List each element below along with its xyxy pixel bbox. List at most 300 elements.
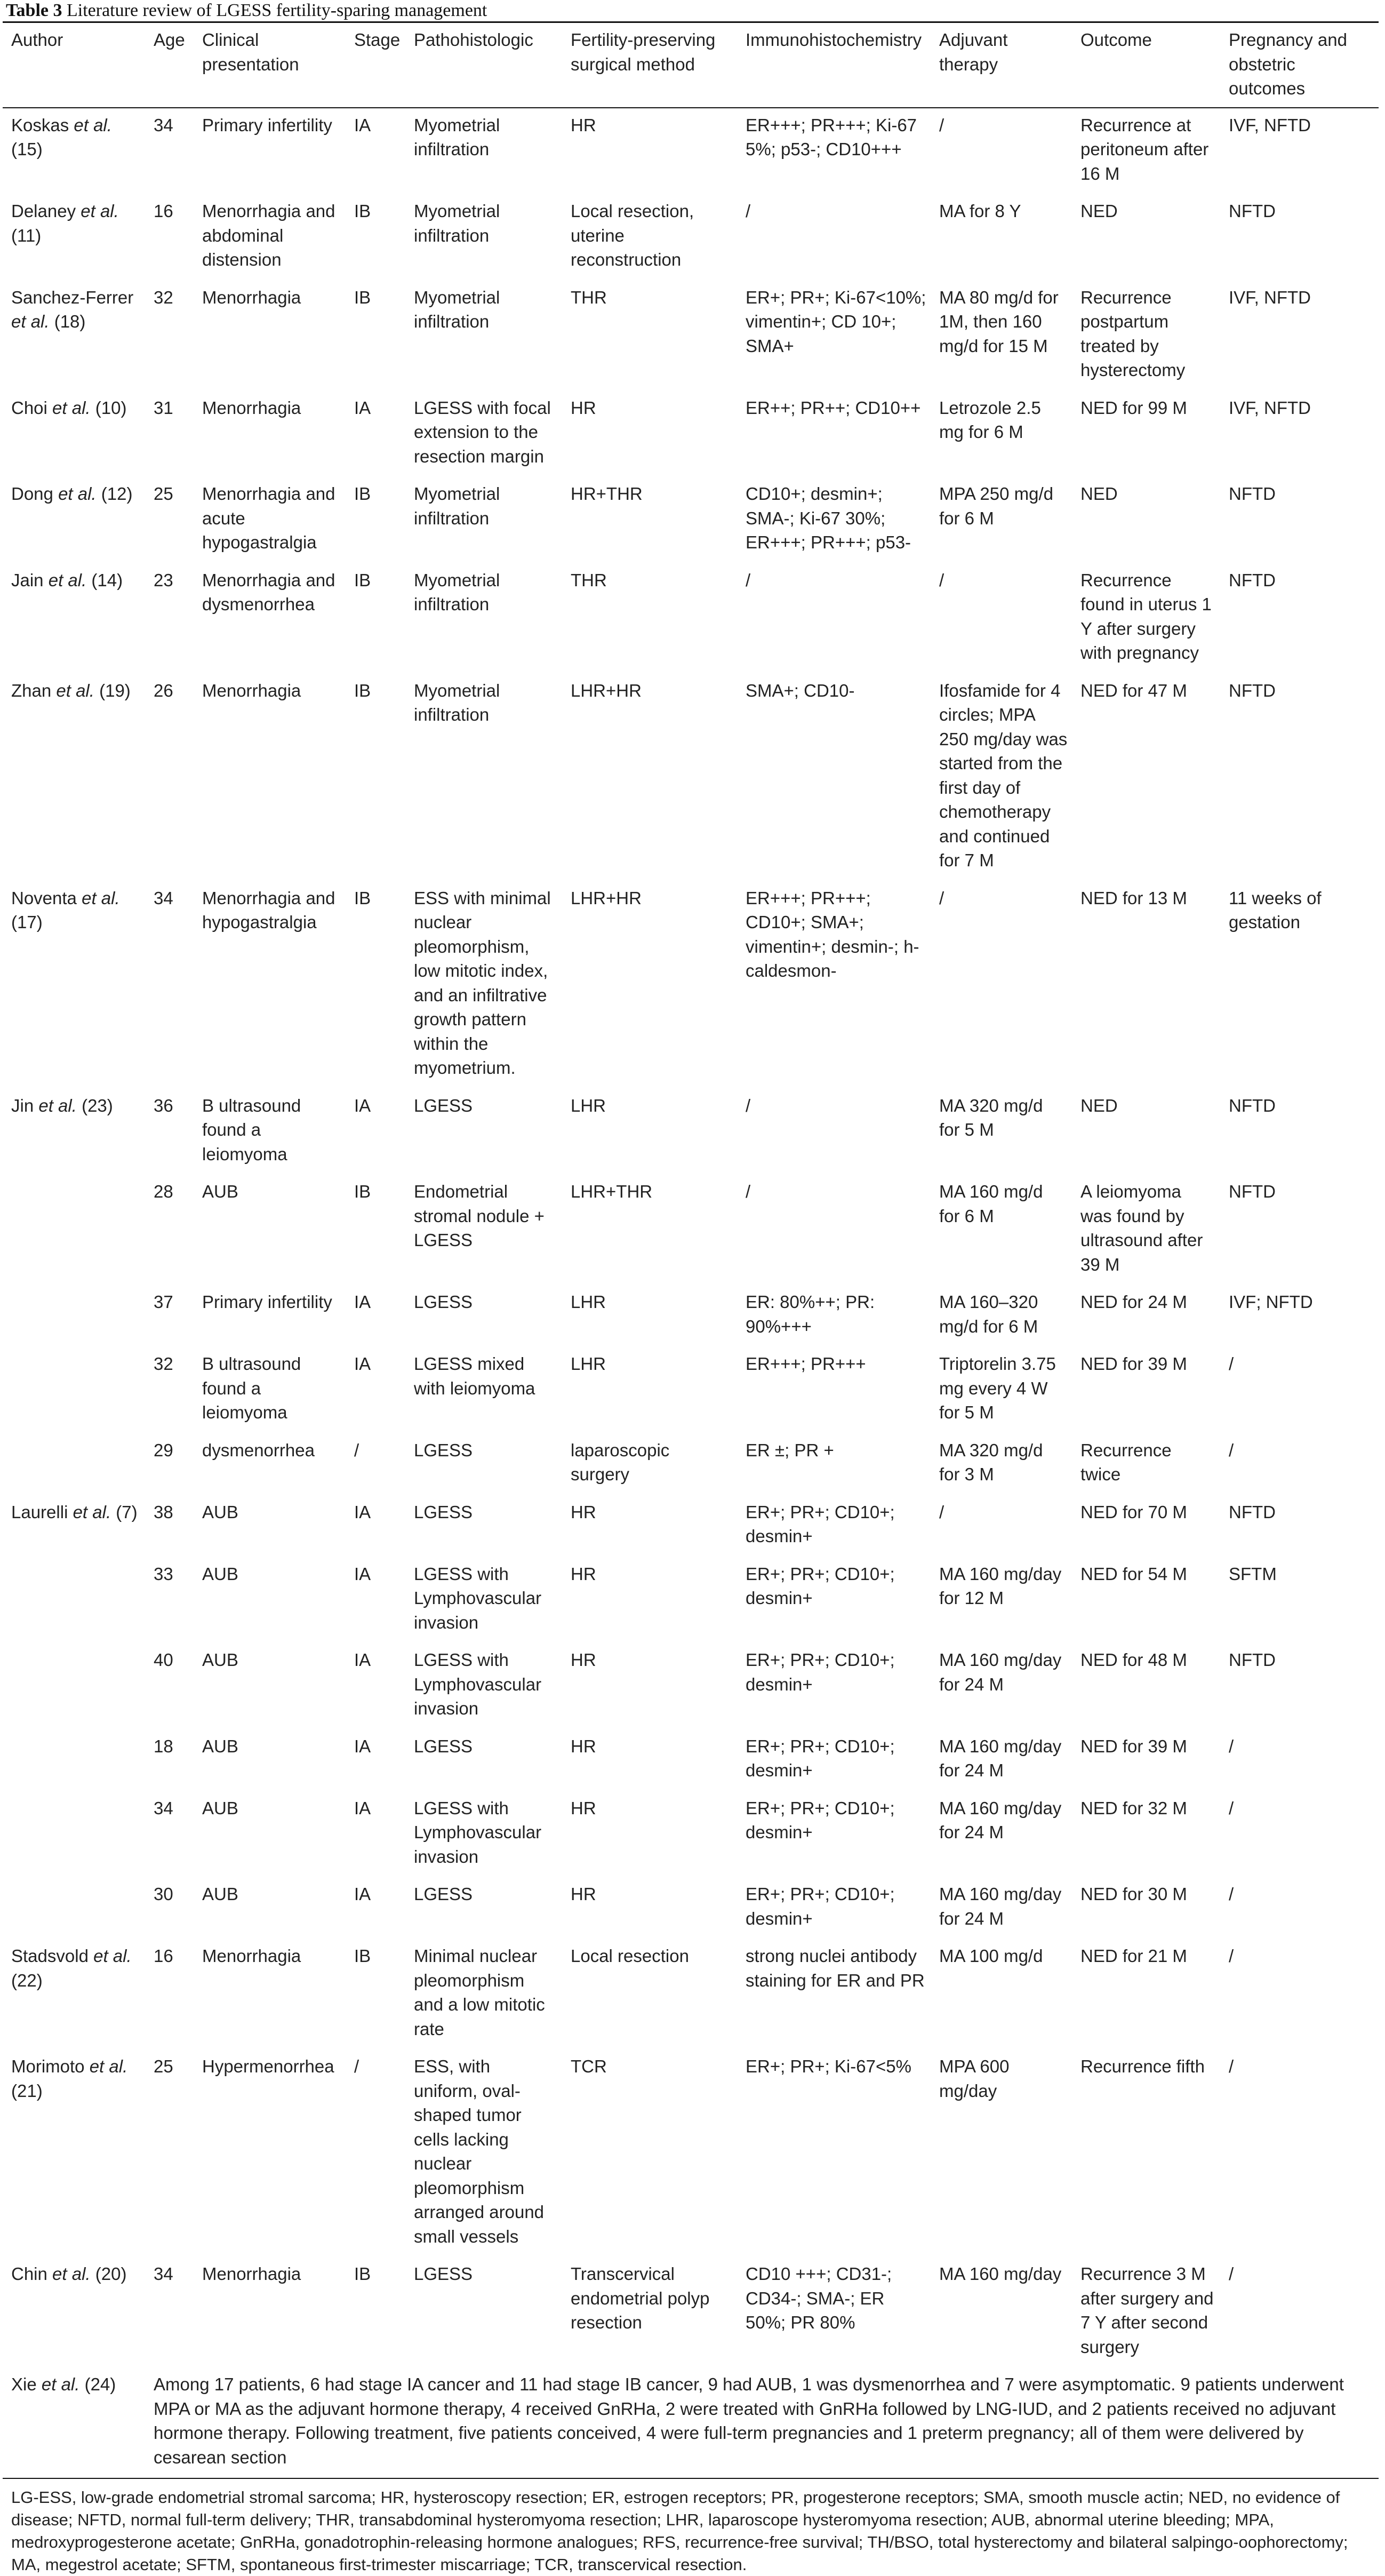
table-footnote: LG-ESS, low-grade endometrial stromal sarcoma; HR, hysteroscopy resection; ER, estrogen receptors; PR, progesterone receptors; SMA, smooth muscle actin; NED, no evidence of disease; NFTD, normal full-term delivery; THR, transabdominal hysteromyoma resection; LHR, laparoscope hysteromyoma resection; AUB, abnormal uterine bleeding; MPA, medroxyprogesterone acetate; GnRHa, gonadotrophin-releasing hormone analogues; RFS, recurrence-free survival; TH/BSO, total hysterectomy and bilateral salpingo-oophorectomy; MA, megestrol acetate; SFTM, spontaneous first-trimester miscarriage; TCR, transcervical resection.	[11, 2488, 1348, 2574]
column-header	[736, 22, 930, 108]
surgical-method-cell: LHR	[571, 1095, 606, 1115]
pathohistologic-cell: Minimal nuclear pleomorphism and a low mitotic rate	[414, 1946, 545, 2039]
pregnancy-outcome-cell: /	[1229, 1798, 1234, 1818]
age-cell: 30	[154, 1884, 173, 1904]
table-caption-title: Literature review of LGESS fertility-sparing management	[67, 1, 487, 20]
table-header	[3, 22, 1379, 108]
outcome-cell: Recurrence at peritoneum after 16 M	[1080, 115, 1209, 184]
author-ref: (20)	[90, 2264, 127, 2284]
adjuvant-therapy-cell: MA 160 mg/day for 24 M	[939, 1650, 1062, 1694]
author-etal: et al.	[52, 397, 91, 418]
immunohistochemistry-cell: ER+; PR+; CD10+; desmin+	[746, 1502, 895, 1546]
table-row	[3, 1557, 1379, 1644]
surgical-method-cell: LHR+HR	[571, 680, 642, 700]
adjuvant-therapy-cell: /	[939, 570, 944, 590]
adjuvant-therapy-cell: MA 160–320 mg/d for 6 M	[939, 1292, 1038, 1336]
surgical-method-cell: HR	[571, 115, 596, 135]
author-cell	[3, 477, 144, 563]
immunohistochemistry-cell: /	[746, 570, 751, 590]
author-cell	[3, 194, 144, 281]
surgical-method-cell: HR	[571, 1502, 596, 1522]
outcome-cell: Recurrence postpartum treated by hysterectomy	[1080, 287, 1186, 380]
table-row	[3, 281, 1379, 391]
age-cell: 40	[154, 1650, 173, 1670]
column-header-line: Adjuvant	[939, 30, 1008, 50]
clinical-presentation-cell: Menorrhagia	[202, 2264, 301, 2284]
outcome-cell: NED for 48 M	[1080, 1650, 1187, 1670]
age-cell: 33	[154, 1564, 173, 1584]
immunohistochemistry-cell: ER+++; PR+++	[746, 1354, 866, 1374]
stage-cell: IA	[354, 397, 371, 418]
author-cell	[3, 391, 144, 477]
pathohistologic-cell: Myometrial infiltration	[414, 115, 500, 159]
author-name: Choi	[11, 397, 47, 418]
outcome-cell: NED for 13 M	[1080, 888, 1187, 908]
pathohistologic-cell: LGESS	[414, 1502, 473, 1522]
pregnancy-outcome-cell: IVF, NFTD	[1229, 287, 1311, 307]
author-cell	[3, 2257, 144, 2367]
summary-text-cell: Among 17 patients, 6 had stage IA cancer and 11 had stage IB cancer, 9 had AUB, 1 was dysmenorrhea and 7 were asymptomatic. 9 patients underwent MPA or MA as the adjuvant hormone therapy, 4 received GnRHa, 2 were treated with GnRHa followed by LNG-IUD, and 2 patients received no adjuvant hormone therapy. Following treatment, five patients conceived, 4 were full-term pregnancies and 1 preterm pregnancy; all of them were delivered by cesarean section	[154, 2374, 1344, 2467]
author-ref: (11)	[11, 225, 42, 245]
clinical-presentation-cell: Menorrhagia	[202, 1946, 301, 1966]
author-name: Dong	[11, 484, 53, 504]
clinical-presentation-cell: Menorrhagia and abdominal distension	[202, 201, 335, 269]
author-cell	[3, 2367, 144, 2478]
stage-cell: IB	[354, 484, 371, 504]
outcome-cell: NED	[1080, 201, 1118, 221]
table-row	[3, 674, 1379, 881]
immunohistochemistry-cell: /	[746, 1095, 751, 1115]
author-ref: (10)	[90, 397, 127, 418]
immunohistochemistry-cell: SMA+; CD10-	[746, 680, 855, 700]
outcome-cell: NED for 70 M	[1080, 1502, 1187, 1522]
author-etal: et al.	[89, 2056, 128, 2076]
pathohistologic-cell: LGESS with Lymphovascular invasion	[414, 1798, 542, 1867]
pathohistologic-cell: ESS, with uniform, oval-shaped tumor cells lacking nuclear pleomorphism arranged around small vessels	[414, 2056, 545, 2246]
clinical-presentation-cell: B ultrasound found a leiomyoma	[202, 1354, 301, 1422]
column-header-line: Outcome	[1080, 30, 1152, 50]
immunohistochemistry-cell: CD10 +++; CD31-; CD34-; SMA-; ER 50%; PR 80%	[746, 2264, 892, 2332]
column-header-line: therapy	[939, 54, 998, 74]
immunohistochemistry-cell: ER+; PR+; Ki-67<5%	[746, 2056, 911, 2076]
adjuvant-therapy-cell: MA for 8 Y	[939, 201, 1021, 221]
author-etal: et al.	[82, 888, 120, 908]
surgical-method-cell: Local resection, uterine reconstruction	[571, 201, 694, 269]
pathohistologic-cell: Myometrial infiltration	[414, 201, 500, 245]
author-cell	[3, 563, 144, 674]
author-cell	[3, 1643, 144, 1729]
author-cell	[3, 1729, 144, 1791]
stage-cell: IB	[354, 1946, 371, 1966]
author-cell	[3, 1939, 144, 2049]
surgical-method-cell: HR	[571, 1736, 596, 1756]
adjuvant-therapy-cell: Ifosfamide for 4 circles; MPA 250 mg/day was started from the first day of chemotherapy and continued for 7 M	[939, 680, 1068, 870]
table-row	[3, 2049, 1379, 2257]
adjuvant-therapy-cell: MA 100 mg/d	[939, 1946, 1043, 1966]
author-ref: (14)	[86, 570, 123, 590]
outcome-cell: NED	[1080, 484, 1118, 504]
column-header	[3, 22, 144, 108]
stage-cell: IA	[354, 1564, 371, 1584]
column-header	[404, 22, 561, 108]
author-ref: (17)	[11, 912, 43, 932]
table-row	[3, 1791, 1379, 1878]
pregnancy-outcome-cell: NFTD	[1229, 680, 1276, 700]
author-cell	[3, 281, 144, 391]
column-header-line: Age	[154, 30, 185, 50]
age-cell: 34	[154, 115, 173, 135]
literature-review-table	[3, 21, 1379, 2479]
stage-cell: IA	[354, 1798, 371, 1818]
author-cell	[3, 1877, 144, 1939]
table-row	[3, 1643, 1379, 1729]
outcome-cell: Recurrence 3 M after surgery and 7 Y after second surgery	[1080, 2264, 1214, 2357]
stage-cell: IA	[354, 1354, 371, 1374]
author-cell	[3, 1791, 144, 1878]
age-cell: 34	[154, 2264, 173, 2284]
author-ref: (15)	[11, 139, 43, 159]
author-cell	[3, 1347, 144, 1433]
table-row	[3, 108, 1379, 195]
age-cell: 23	[154, 570, 173, 590]
table-row	[3, 2257, 1379, 2367]
table-row	[3, 1089, 1379, 1175]
table-row	[3, 1285, 1379, 1347]
outcome-cell: NED for 24 M	[1080, 1292, 1187, 1312]
pathohistologic-cell: LGESS	[414, 1736, 473, 1756]
clinical-presentation-cell: Menorrhagia	[202, 397, 301, 418]
pathohistologic-cell: LGESS	[414, 1292, 473, 1312]
author-cell	[3, 881, 144, 1089]
author-etal: et al.	[48, 570, 87, 590]
immunohistochemistry-cell: ER+++; PR+++; CD10+; SMA+; vimentin+; desmin-; h-caldesmon-	[746, 888, 919, 980]
clinical-presentation-cell: Menorrhagia	[202, 680, 301, 700]
surgical-method-cell: LHR+THR	[571, 1182, 653, 1201]
table-row	[3, 1877, 1379, 1939]
column-header-line: Immunohistochemistry	[746, 30, 922, 50]
adjuvant-therapy-cell: MA 320 mg/d for 5 M	[939, 1095, 1043, 1139]
pathohistologic-cell: LGESS with focal extension to the resection margin	[414, 397, 551, 466]
table-row	[3, 563, 1379, 674]
pregnancy-outcome-cell: /	[1229, 1884, 1234, 1904]
author-etal: et al.	[38, 1095, 77, 1115]
table-row	[3, 1729, 1379, 1791]
author-etal: et al.	[56, 680, 94, 700]
immunohistochemistry-cell: ER+; PR+; Ki-67<10%; vimentin+; CD 10+; SMA+	[746, 287, 926, 356]
age-cell: 34	[154, 1798, 173, 1818]
outcome-cell: NED	[1080, 1095, 1118, 1115]
stage-cell: IA	[354, 1292, 371, 1312]
table-row	[3, 881, 1379, 1089]
pregnancy-outcome-cell: /	[1229, 1736, 1234, 1756]
adjuvant-therapy-cell: Triptorelin 3.75 mg every 4 W for 5 M	[939, 1354, 1056, 1422]
adjuvant-therapy-cell: MPA 600 mg/day	[939, 2056, 1010, 2101]
stage-cell: IB	[354, 1182, 371, 1201]
pathohistologic-cell: LGESS mixed with leiomyoma	[414, 1354, 535, 1398]
immunohistochemistry-cell: /	[746, 201, 751, 221]
author-name: Sanchez-Ferrer	[11, 287, 134, 307]
immunohistochemistry-cell: strong nuclei antibody staining for ER and PR	[746, 1946, 925, 1990]
clinical-presentation-cell: AUB	[202, 1736, 238, 1756]
age-cell: 34	[154, 888, 173, 908]
author-cell	[3, 1433, 144, 1495]
outcome-cell: NED for 30 M	[1080, 1884, 1187, 1904]
author-name: Stadsvold	[11, 1946, 89, 1966]
table-row	[3, 391, 1379, 477]
author-name: Delaney	[11, 201, 76, 221]
pathohistologic-cell: LGESS with Lymphovascular invasion	[414, 1564, 542, 1632]
pregnancy-outcome-cell: /	[1229, 1946, 1234, 1966]
column-header-line: Author	[11, 30, 63, 50]
age-cell: 25	[154, 2056, 173, 2076]
adjuvant-therapy-cell: MA 160 mg/day for 24 M	[939, 1736, 1062, 1780]
author-etal: et al.	[93, 1946, 132, 1966]
age-cell: 25	[154, 484, 173, 504]
author-etal: et al.	[52, 2264, 91, 2284]
age-cell: 18	[154, 1736, 173, 1756]
age-cell: 37	[154, 1292, 173, 1312]
author-cell	[3, 108, 144, 195]
adjuvant-therapy-cell: MA 160 mg/day for 12 M	[939, 1564, 1062, 1608]
pregnancy-outcome-cell: SFTM	[1229, 1564, 1277, 1584]
column-header	[144, 22, 193, 108]
clinical-presentation-cell: dysmenorrhea	[202, 1440, 315, 1460]
table-row	[3, 1939, 1379, 2049]
age-cell: 36	[154, 1095, 173, 1115]
pathohistologic-cell: Myometrial infiltration	[414, 680, 500, 724]
surgical-method-cell: LHR	[571, 1354, 606, 1374]
column-header	[1071, 22, 1219, 108]
clinical-presentation-cell: AUB	[202, 1182, 238, 1201]
table-row	[3, 194, 1379, 281]
table-row	[3, 477, 1379, 563]
stage-cell: IB	[354, 888, 371, 908]
column-header	[193, 22, 345, 108]
age-cell: 31	[154, 397, 173, 418]
stage-cell: /	[354, 2056, 359, 2076]
clinical-presentation-cell: AUB	[202, 1884, 238, 1904]
author-etal: et al.	[74, 115, 112, 135]
pregnancy-outcome-cell: /	[1229, 1440, 1234, 1460]
author-name: Zhan	[11, 680, 52, 700]
pathohistologic-cell: ESS with minimal nuclear pleomorphism, low mitotic index, and an infiltrative growth pattern within the myometrium.	[414, 888, 551, 1078]
pregnancy-outcome-cell: NFTD	[1229, 1095, 1276, 1115]
surgical-method-cell: LHR+HR	[571, 888, 642, 908]
outcome-cell: NED for 99 M	[1080, 397, 1187, 418]
clinical-presentation-cell: AUB	[202, 1650, 238, 1670]
author-ref: (19)	[94, 680, 131, 700]
adjuvant-therapy-cell: /	[939, 1502, 944, 1522]
stage-cell: IA	[354, 1884, 371, 1904]
pregnancy-outcome-cell: NFTD	[1229, 570, 1276, 590]
author-cell	[3, 674, 144, 881]
age-cell: 29	[154, 1440, 173, 1460]
outcome-cell: Recurrence twice	[1080, 1440, 1172, 1484]
author-cell	[3, 1557, 144, 1644]
author-name: Morimoto	[11, 2056, 85, 2076]
pregnancy-outcome-cell: /	[1229, 2264, 1234, 2284]
pregnancy-outcome-cell: /	[1229, 1354, 1234, 1374]
author-ref: (7)	[111, 1502, 138, 1522]
adjuvant-therapy-cell: MA 160 mg/d for 6 M	[939, 1182, 1043, 1226]
pathohistologic-cell: LGESS	[414, 1440, 473, 1460]
immunohistochemistry-cell: /	[746, 1182, 751, 1201]
adjuvant-therapy-cell: MA 160 mg/day for 24 M	[939, 1798, 1062, 1842]
author-name: Noventa	[11, 888, 77, 908]
pathohistologic-cell: LGESS	[414, 1095, 473, 1115]
author-name: Koskas	[11, 115, 69, 135]
table-row	[3, 1495, 1379, 1557]
adjuvant-therapy-cell: /	[939, 115, 944, 135]
age-cell: 32	[154, 287, 173, 307]
table-caption	[3, 0, 1382, 21]
pregnancy-outcome-cell: NFTD	[1229, 484, 1276, 504]
pregnancy-outcome-cell: NFTD	[1229, 201, 1276, 221]
table-row	[3, 1175, 1379, 1285]
author-cell	[3, 1495, 144, 1557]
adjuvant-therapy-cell: MA 160 mg/day for 24 M	[939, 1884, 1062, 1928]
column-header-line: Pregnancy and	[1229, 30, 1347, 50]
stage-cell: IA	[354, 1502, 371, 1522]
stage-cell: /	[354, 1440, 359, 1460]
outcome-cell: NED for 32 M	[1080, 1798, 1187, 1818]
clinical-presentation-cell: B ultrasound found a leiomyoma	[202, 1095, 301, 1164]
author-ref: (23)	[76, 1095, 113, 1115]
column-header-line: Pathohistologic	[414, 30, 533, 50]
stage-cell: IA	[354, 1650, 371, 1670]
immunohistochemistry-cell: ER+; PR+; CD10+; desmin+	[746, 1798, 895, 1842]
stage-cell: IB	[354, 201, 371, 221]
table-row	[3, 1347, 1379, 1433]
surgical-method-cell: THR	[571, 570, 607, 590]
clinical-presentation-cell: Menorrhagia	[202, 287, 301, 307]
age-cell: 16	[154, 1946, 173, 1966]
clinical-presentation-cell: AUB	[202, 1798, 238, 1818]
author-ref: (18)	[49, 312, 86, 331]
adjuvant-therapy-cell: MA 160 mg/day	[939, 2264, 1062, 2284]
author-cell	[3, 1089, 144, 1175]
immunohistochemistry-cell: ER+; PR+; CD10+; desmin+	[746, 1564, 895, 1608]
stage-cell: IB	[354, 287, 371, 307]
pathohistologic-cell: LGESS	[414, 2264, 473, 2284]
author-etal: et al.	[41, 2374, 80, 2394]
surgical-method-cell: HR+THR	[571, 484, 643, 504]
pregnancy-outcome-cell: NFTD	[1229, 1650, 1276, 1670]
author-ref: (24)	[79, 2374, 116, 2394]
table-row-summary	[3, 2367, 1379, 2478]
age-cell: 26	[154, 680, 173, 700]
table-body	[3, 108, 1379, 2479]
adjuvant-therapy-cell: MA 80 mg/d for 1M, then 160 mg/d for 15 M	[939, 287, 1059, 356]
age-cell: 16	[154, 201, 173, 221]
column-header-line: obstetric outcomes	[1229, 54, 1306, 98]
stage-cell: IB	[354, 570, 371, 590]
surgical-method-cell: Local resection	[571, 1946, 689, 1966]
header-row	[3, 22, 1379, 108]
author-cell	[3, 1285, 144, 1347]
column-header	[561, 22, 736, 108]
author-etal: et al.	[73, 1502, 111, 1522]
pregnancy-outcome-cell: IVF, NFTD	[1229, 115, 1311, 135]
pregnancy-outcome-cell: /	[1229, 2056, 1234, 2076]
surgical-method-cell: TCR	[571, 2056, 607, 2076]
pathohistologic-cell: LGESS	[414, 1884, 473, 1904]
clinical-presentation-cell: Primary infertility	[202, 1292, 332, 1312]
stage-cell: IA	[354, 1736, 371, 1756]
surgical-method-cell: THR	[571, 287, 607, 307]
clinical-presentation-cell: Menorrhagia and hypogastralgia	[202, 888, 335, 932]
immunohistochemistry-cell: ER+; PR+; CD10+; desmin+	[746, 1736, 895, 1780]
adjuvant-therapy-cell: MA 320 mg/d for 3 M	[939, 1440, 1043, 1484]
outcome-cell: Recurrence found in uterus 1 Y after surgery with pregnancy	[1080, 570, 1212, 663]
author-cell	[3, 1175, 144, 1285]
pregnancy-outcome-cell: 11 weeks of gestation	[1229, 888, 1322, 932]
pathohistologic-cell: Myometrial infiltration	[414, 287, 500, 331]
outcome-cell: NED for 39 M	[1080, 1354, 1187, 1374]
stage-cell: IA	[354, 1095, 371, 1115]
column-header	[345, 22, 404, 108]
column-header	[930, 22, 1071, 108]
clinical-presentation-cell: Hypermenorrhea	[202, 2056, 334, 2076]
column-header-line: surgical method	[571, 54, 695, 74]
stage-cell: IB	[354, 2264, 371, 2284]
age-cell: 38	[154, 1502, 173, 1522]
column-header-line: Clinical	[202, 30, 259, 50]
author-ref: (22)	[11, 1970, 43, 1990]
author-ref: (12)	[96, 484, 133, 504]
pathohistologic-cell: Myometrial infiltration	[414, 484, 500, 528]
pathohistologic-cell: Endometrial stromal nodule + LGESS	[414, 1182, 545, 1250]
pregnancy-outcome-cell: IVF, NFTD	[1229, 397, 1311, 418]
immunohistochemistry-cell: ER++; PR++; CD10++	[746, 397, 921, 418]
surgical-method-cell: LHR	[571, 1292, 606, 1312]
column-header-line: Stage	[354, 30, 401, 50]
clinical-presentation-cell: Primary infertility	[202, 115, 332, 135]
surgical-method-cell: HR	[571, 1564, 596, 1584]
author-name: Laurelli	[11, 1502, 68, 1522]
outcome-cell: A leiomyoma was found by ultrasound after 39 M	[1080, 1182, 1203, 1274]
surgical-method-cell: Transcervical endometrial polyp resection	[571, 2264, 710, 2332]
immunohistochemistry-cell: ER: 80%++; PR: 90%+++	[746, 1292, 875, 1336]
surgical-method-cell: HR	[571, 1798, 596, 1818]
stage-cell: IA	[354, 115, 371, 135]
column-header-line: Fertility-preserving	[571, 30, 716, 50]
immunohistochemistry-cell: ER ±; PR +	[746, 1440, 834, 1460]
column-header-line: presentation	[202, 54, 299, 74]
stage-cell: IB	[354, 680, 371, 700]
clinical-presentation-cell: AUB	[202, 1564, 238, 1584]
surgical-method-cell: HR	[571, 1650, 596, 1670]
age-cell: 28	[154, 1182, 173, 1201]
outcome-cell: NED for 47 M	[1080, 680, 1187, 700]
author-name: Xie	[11, 2374, 37, 2394]
pregnancy-outcome-cell: IVF; NFTD	[1229, 1292, 1313, 1312]
author-name: Jain	[11, 570, 44, 590]
pregnancy-outcome-cell: NFTD	[1229, 1502, 1276, 1522]
table-caption-label: Table 3	[6, 1, 62, 20]
column-header	[1219, 22, 1379, 108]
pregnancy-outcome-cell: NFTD	[1229, 1182, 1276, 1201]
outcome-cell: Recurrence fifth	[1080, 2056, 1205, 2076]
author-etal: et al.	[11, 312, 50, 331]
clinical-presentation-cell: Menorrhagia and acute hypogastralgia	[202, 484, 335, 552]
pathohistologic-cell: LGESS with Lymphovascular invasion	[414, 1650, 542, 1718]
table-row	[3, 1433, 1379, 1495]
pathohistologic-cell: Myometrial infiltration	[414, 570, 500, 614]
adjuvant-therapy-cell: MPA 250 mg/d for 6 M	[939, 484, 1054, 528]
immunohistochemistry-cell: CD10+; desmin+; SMA-; Ki-67 30%; ER+++; PR+++; p53-	[746, 484, 911, 552]
immunohistochemistry-cell: ER+++; PR+++; Ki-67 5%; p53-; CD10+++	[746, 115, 917, 159]
